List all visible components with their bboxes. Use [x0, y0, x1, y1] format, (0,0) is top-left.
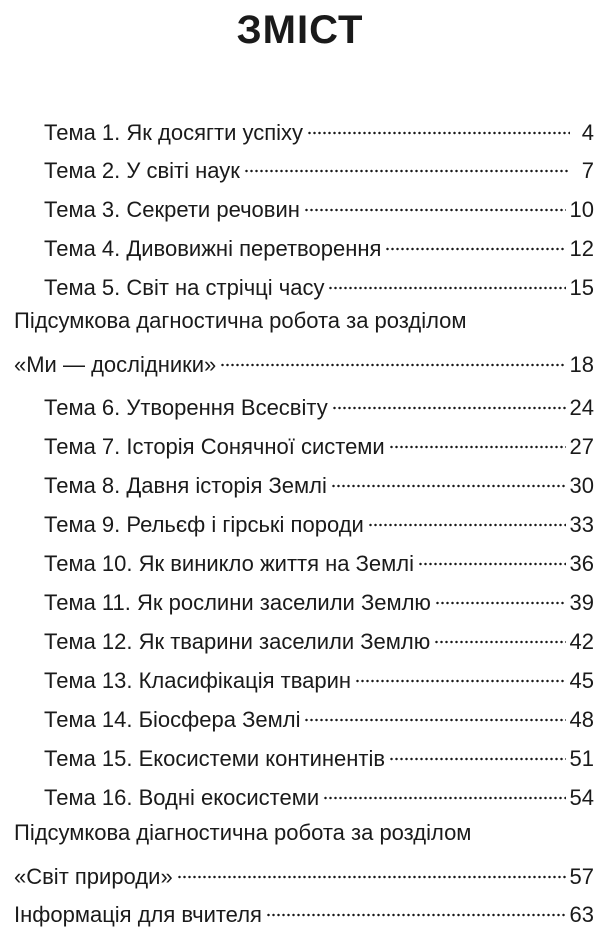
toc-section-heading: [14, 306, 594, 336]
toc-entry[interactable]: [44, 541, 594, 576]
dot-leader: [435, 580, 566, 610]
dot-leader: [304, 187, 566, 217]
dot-leader: [389, 424, 566, 454]
toc-entry[interactable]: [44, 502, 594, 537]
toc-entry-page: 30: [569, 473, 594, 498]
dot-leader: [368, 502, 566, 532]
toc-entry-page: 24: [569, 395, 594, 420]
toc-entry[interactable]: [44, 187, 594, 222]
dot-leader: [220, 342, 565, 372]
toc-entry-label: Тема 15. Екосистеми континентів: [44, 746, 386, 771]
toc-entry-label: Тема 9. Рельєф і гірські породи: [44, 512, 364, 537]
toc-entry[interactable]: [44, 148, 594, 183]
toc-entry[interactable]: [44, 226, 594, 261]
toc-entry[interactable]: [44, 110, 594, 145]
toc-entry-page: 39: [569, 590, 594, 615]
dot-leader: [323, 775, 565, 805]
toc-entry[interactable]: [44, 463, 594, 498]
toc-entry[interactable]: [44, 697, 594, 732]
toc-entry-page: 36: [569, 551, 594, 576]
toc-entry-page: 63: [569, 902, 594, 927]
page-title: ЗМІСТ: [236, 8, 364, 52]
toc-entry-label: Тема 7. Історія Сонячної системи: [44, 434, 385, 459]
toc-entry[interactable]: [14, 854, 594, 889]
toc-entry[interactable]: [44, 736, 594, 771]
dot-leader: [331, 463, 566, 493]
toc-entry-page: 48: [569, 707, 594, 732]
dot-leader: [304, 697, 565, 727]
toc-entry-label: Тема 3. Секрети речовин: [44, 197, 300, 222]
toc-entry-label: Тема 13. Класифікація тварин: [44, 668, 352, 693]
toc-entry[interactable]: [44, 385, 594, 420]
toc-entry-label: Тема 8. Давня історія Землі: [44, 473, 327, 498]
dot-leader: [307, 110, 570, 140]
toc-entry-label: Тема 12. Як тварини заселили Землю: [44, 629, 431, 654]
toc-entry-label: Тема 5. Світ на стрічці часу: [44, 275, 325, 300]
dot-leader: [244, 148, 570, 178]
toc-entry-page: 33: [569, 512, 594, 537]
toc-entry-label: Тема 16. Водні екосистеми: [44, 785, 320, 810]
toc-entry-label: Тема 1. Як досягти успіху: [44, 120, 304, 145]
toc-entry[interactable]: [14, 342, 594, 377]
toc-entry-page: 45: [569, 668, 594, 693]
toc-section-heading: [14, 818, 594, 848]
toc-entry-page: 4: [581, 120, 594, 145]
dot-leader: [355, 658, 565, 688]
dot-leader: [266, 892, 566, 922]
dot-leader: [434, 619, 565, 649]
dot-leader: [328, 265, 565, 295]
toc-entry-page: 54: [569, 785, 594, 810]
toc-entry[interactable]: [14, 892, 594, 927]
toc-entry-page: 57: [569, 864, 594, 889]
toc-entry[interactable]: [44, 424, 594, 459]
toc-entry-page: 12: [569, 236, 594, 261]
toc-entry-label: Тема 10. Як виникло життя на Землі: [44, 551, 415, 576]
dot-leader: [385, 226, 565, 256]
toc-entry-label: Тема 2. У світі наук: [44, 158, 240, 183]
toc-entry-page: 27: [569, 434, 594, 459]
toc-entry-page: 51: [569, 746, 594, 771]
toc-entry-page: 10: [569, 197, 594, 222]
toc-entry[interactable]: [44, 265, 594, 300]
toc-entry-page: 42: [569, 629, 594, 654]
toc-entry[interactable]: [44, 658, 594, 693]
toc-section-heading-label: Підсумкова дагностична робота за розділом: [14, 308, 467, 333]
toc-entry[interactable]: [44, 619, 594, 654]
toc-section-heading-label: Підсумкова діагностична робота за розділом: [14, 820, 472, 845]
toc-entry-label: «Ми — дослідники»: [14, 352, 217, 377]
toc-entry-label: Тема 6. Утворення Всесвіту: [44, 395, 328, 420]
toc-entry-page: 7: [581, 158, 594, 183]
toc-entry[interactable]: [44, 775, 594, 810]
toc-entry-label: Тема 4. Дивовижні перетворення: [44, 236, 382, 261]
dot-leader: [418, 541, 566, 571]
dot-leader: [177, 854, 566, 884]
dot-leader: [332, 385, 566, 415]
toc-entry-label: Інформація для вчителя: [14, 902, 262, 927]
toc-entry-label: «Світ природи»: [14, 864, 173, 889]
toc-entry-page: 15: [569, 275, 594, 300]
toc-entry-label: Тема 11. Як рослини заселили Землю: [44, 590, 431, 615]
dot-leader: [389, 736, 565, 766]
toc-entry[interactable]: [44, 580, 594, 615]
toc-entry-label: Тема 14. Біосфера Землі: [44, 707, 301, 732]
toc-entry-page: 18: [569, 352, 594, 377]
